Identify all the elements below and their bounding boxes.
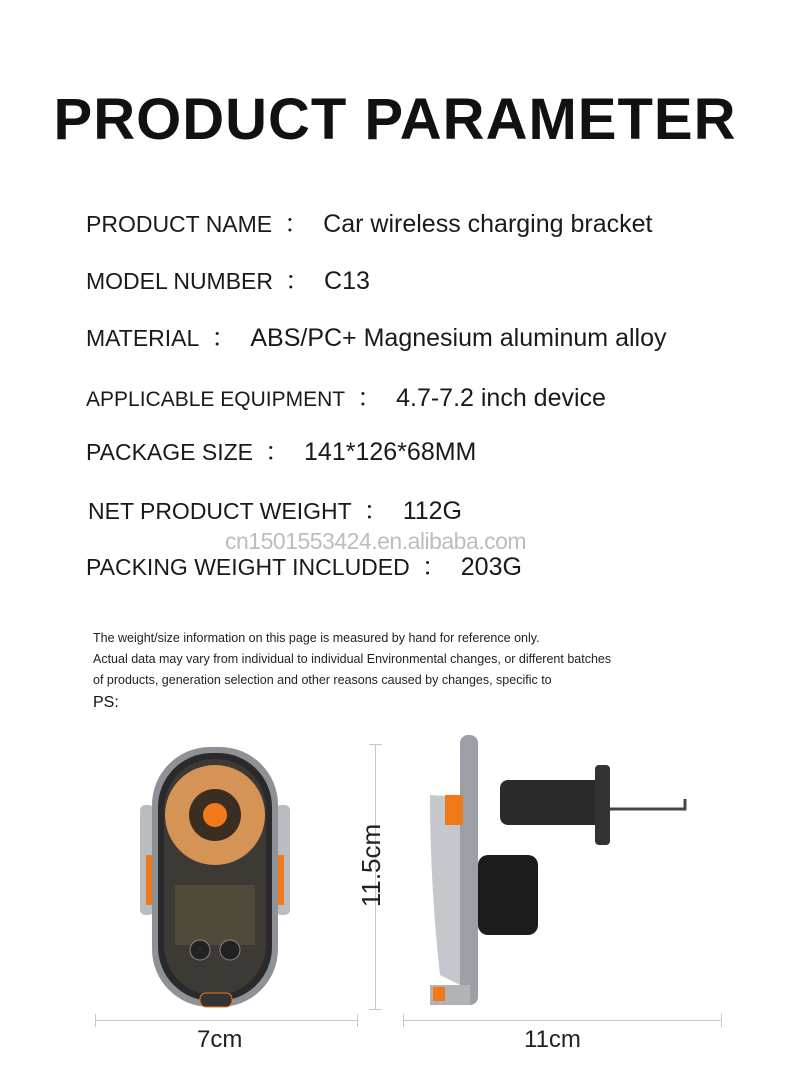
width-dimension-line	[95, 1020, 358, 1021]
param-row-model-number	[86, 261, 370, 297]
note-line: Actual data may vary from individual to individual Environmental changes, or different batches	[93, 652, 612, 666]
watermark: cn1501553424.en.alibaba.com	[225, 528, 527, 554]
side-view-product-image	[400, 735, 700, 1015]
separator: ：	[265, 438, 291, 466]
width-dimension-label: 7cm	[197, 1026, 243, 1053]
ps-label: PS:	[93, 694, 119, 711]
param-row-product-name	[86, 204, 652, 240]
param-row-net-weight	[88, 491, 462, 527]
param-row-material	[86, 318, 667, 354]
param-value: C13	[324, 267, 370, 295]
separator: ：	[284, 210, 310, 238]
param-value: 112G	[402, 497, 462, 525]
param-label: APPLICABLE EQUIPMENT	[86, 388, 346, 411]
param-label: PACKAGE SIZE	[86, 439, 254, 465]
param-value: 141*126*68MM	[304, 438, 477, 466]
separator: ：	[421, 553, 447, 581]
page-title: PRODUCT PARAMETER	[53, 87, 737, 152]
depth-dimension-label: 11cm	[524, 1026, 581, 1053]
separator: ：	[363, 497, 389, 525]
separator: ：	[211, 324, 237, 352]
param-value: 4.7-7.2 inch device	[396, 384, 606, 412]
param-label: PACKING WEIGHT INCLUDED	[86, 554, 410, 580]
front-view-product-image	[130, 735, 320, 1015]
param-row-package-size	[86, 432, 476, 468]
param-label: PRODUCT NAME	[86, 211, 273, 237]
param-value: Car wireless charging bracket	[323, 210, 653, 238]
param-value: 203G	[460, 553, 522, 581]
param-row-applicable-equipment	[86, 378, 606, 414]
param-value: ABS/PC+ Magnesium aluminum alloy	[250, 324, 667, 352]
height-dimension-label: 11.5cm	[356, 823, 387, 908]
note-line: of products, generation selection and other reasons caused by changes, specific to	[93, 673, 552, 687]
depth-dimension-line	[403, 1020, 722, 1021]
separator: ：	[285, 267, 311, 295]
param-label: MODEL NUMBER	[86, 268, 273, 294]
param-label: NET PRODUCT WEIGHT	[88, 498, 352, 524]
separator: ：	[357, 384, 383, 412]
param-label: MATERIAL	[86, 325, 200, 351]
note-line: The weight/size information on this page is measured by hand for reference only.	[93, 631, 540, 645]
